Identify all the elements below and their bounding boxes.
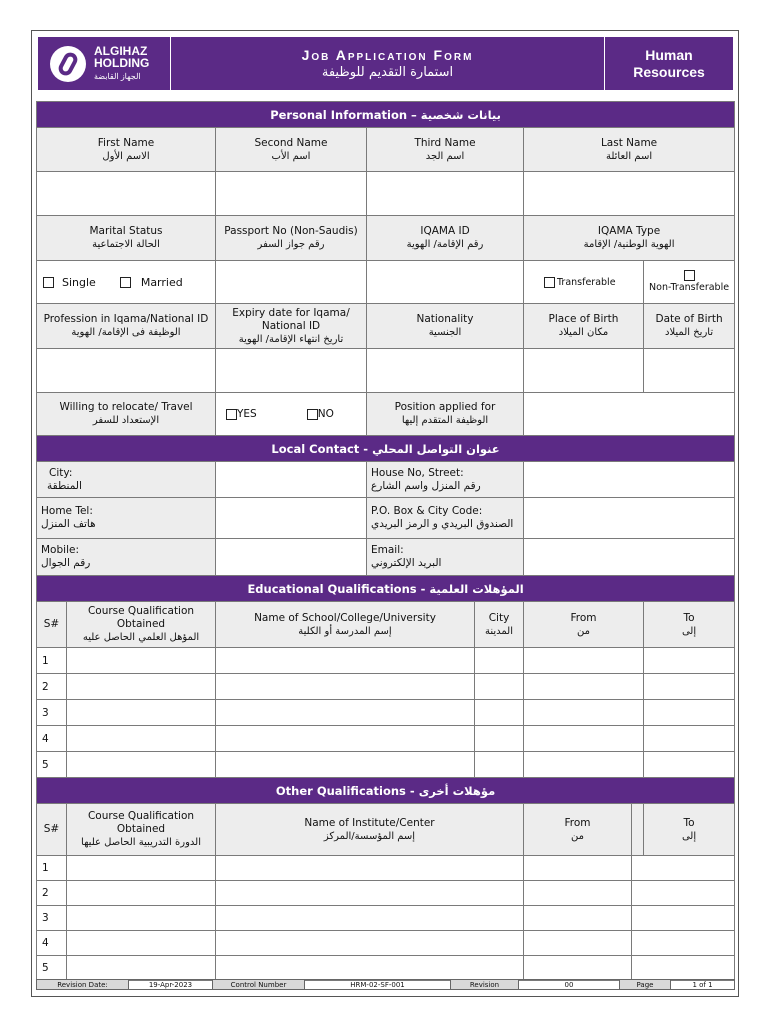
table-row bbox=[37, 856, 735, 881]
other-from-cell[interactable] bbox=[524, 881, 632, 906]
no-label: NO bbox=[317, 408, 334, 420]
label-house: House No, Street: رقم المنزل واسم الشارع bbox=[367, 462, 524, 498]
city-field[interactable] bbox=[216, 462, 367, 498]
label-iqama-id: IQAMA ID رقم الإقامة/ الهوية bbox=[367, 216, 524, 261]
edu-course-cell[interactable] bbox=[67, 700, 216, 726]
other-institute-cell[interactable] bbox=[216, 956, 524, 981]
edu-course-cell[interactable] bbox=[67, 674, 216, 700]
profession-field[interactable] bbox=[37, 349, 216, 393]
other-to-cell[interactable] bbox=[632, 856, 735, 881]
form-title-ar: استمارة التقديم للوظيفة bbox=[321, 65, 454, 80]
dept-line2: Resources bbox=[633, 63, 705, 80]
edu-city-cell[interactable] bbox=[475, 674, 524, 700]
label-iqama-type: IQAMA Type الهوية الوطنية/ الإقامة bbox=[524, 216, 735, 261]
form-header bbox=[37, 36, 734, 91]
table-row bbox=[37, 906, 735, 931]
application-grid bbox=[36, 101, 735, 981]
married-checkbox[interactable] bbox=[120, 277, 131, 288]
edu-school-header: Name of School/College/University إسم المدرسة أو الكلية bbox=[216, 602, 475, 648]
last-name-field[interactable] bbox=[524, 172, 735, 216]
label-passport: Passport No (Non-Saudis) رقم جواز السفر bbox=[216, 216, 367, 261]
edu-row-number: 1 bbox=[37, 648, 67, 674]
home-tel-field[interactable] bbox=[216, 498, 367, 539]
section-local-contact: Local Contact - عنوان التواصل المحلي bbox=[37, 436, 735, 462]
other-institute-header: Name of Institute/Center إسم المؤسسة/المركز bbox=[216, 804, 524, 856]
edu-row-number: 3 bbox=[37, 700, 67, 726]
marital-options bbox=[37, 261, 216, 304]
label-profession: Profession in Iqama/National ID الوظيفة فى الإقامة/ الهوية bbox=[37, 304, 216, 349]
other-course-cell[interactable] bbox=[67, 881, 216, 906]
edu-course-cell[interactable] bbox=[67, 726, 216, 752]
other-from-header: From من bbox=[524, 804, 632, 856]
edu-school-cell[interactable] bbox=[216, 700, 475, 726]
edu-to-cell[interactable] bbox=[644, 726, 735, 752]
single-label: Single bbox=[62, 275, 96, 289]
label-expiry-date: Expiry date for Iqama/ National ID تاريخ انتهاء الإقامة/ الهوية bbox=[216, 304, 367, 349]
house-field[interactable] bbox=[524, 462, 735, 498]
edu-to-cell[interactable] bbox=[644, 700, 735, 726]
edu-city-cell[interactable] bbox=[475, 648, 524, 674]
edu-from-cell[interactable] bbox=[524, 700, 644, 726]
label-city: City: المنطقة bbox=[37, 462, 216, 498]
other-institute-cell[interactable] bbox=[216, 856, 524, 881]
other-row-number: 1 bbox=[37, 856, 67, 881]
revision-label: Revision bbox=[451, 980, 519, 990]
other-row-number: 5 bbox=[37, 956, 67, 981]
other-row-number: 4 bbox=[37, 931, 67, 956]
edu-from-header: From من bbox=[524, 602, 644, 648]
edu-city-cell[interactable] bbox=[475, 752, 524, 778]
edu-row-number: 5 bbox=[37, 752, 67, 778]
non-transferable-option bbox=[644, 261, 735, 304]
edu-row-number: 4 bbox=[37, 726, 67, 752]
edu-sn-header: S# bbox=[37, 602, 67, 648]
other-course-cell[interactable] bbox=[67, 931, 216, 956]
edu-to-cell[interactable] bbox=[644, 648, 735, 674]
logo-cell bbox=[38, 37, 171, 91]
edu-city-header: City المدينة bbox=[475, 602, 524, 648]
dept-line1: Human bbox=[645, 46, 693, 63]
transferable-option bbox=[524, 261, 644, 304]
label-nationality: Nationality الجنسية bbox=[367, 304, 524, 349]
edu-course-header: Course Qualification Obtained المؤهل العلمي الحاصل عليه bbox=[67, 602, 216, 648]
other-course-cell[interactable] bbox=[67, 906, 216, 931]
department-cell bbox=[605, 37, 734, 91]
section-personal: Personal Information – بيانات شخصية bbox=[37, 102, 735, 128]
table-row bbox=[37, 752, 735, 778]
other-row-number: 2 bbox=[37, 881, 67, 906]
other-gap-header bbox=[632, 804, 644, 856]
transferable-label: Transferable bbox=[557, 276, 616, 288]
yes-label: YES bbox=[237, 408, 257, 420]
edu-city-cell[interactable] bbox=[475, 700, 524, 726]
second-name-field[interactable] bbox=[216, 172, 367, 216]
edu-to-cell[interactable] bbox=[644, 674, 735, 700]
form-page bbox=[31, 30, 739, 997]
revision-date-value: 19-Apr-2023 bbox=[129, 980, 213, 990]
edu-school-cell[interactable] bbox=[216, 674, 475, 700]
yes-checkbox[interactable] bbox=[226, 409, 237, 420]
edu-from-cell[interactable] bbox=[524, 674, 644, 700]
table-row bbox=[37, 674, 735, 700]
logo-line2: HOLDING bbox=[94, 55, 150, 70]
logo-line1: ALGIHAZ bbox=[94, 43, 148, 58]
revision-value: 00 bbox=[519, 980, 620, 990]
other-from-cell[interactable] bbox=[524, 906, 632, 931]
label-second-name: Second Name اسم الأب bbox=[216, 128, 367, 172]
other-to-header: To إلى bbox=[644, 804, 735, 856]
table-row bbox=[37, 726, 735, 752]
third-name-field[interactable] bbox=[367, 172, 524, 216]
label-place-of-birth: Place of Birth مكان الميلاد bbox=[524, 304, 644, 349]
label-third-name: Third Name اسم الجد bbox=[367, 128, 524, 172]
other-institute-cell[interactable] bbox=[216, 931, 524, 956]
non-transferable-label: Non-Transferable bbox=[649, 282, 730, 293]
other-to-cell[interactable] bbox=[632, 906, 735, 931]
first-name-field[interactable] bbox=[37, 172, 216, 216]
other-course-cell[interactable] bbox=[67, 956, 216, 981]
other-from-cell[interactable] bbox=[524, 931, 632, 956]
relocate-options bbox=[216, 393, 367, 436]
label-date-of-birth: Date of Birth تاريخ الميلاد bbox=[644, 304, 735, 349]
edu-school-cell[interactable] bbox=[216, 648, 475, 674]
other-to-cell[interactable] bbox=[632, 881, 735, 906]
revision-date-label: Revision Date: bbox=[37, 980, 129, 990]
edu-school-cell[interactable] bbox=[216, 726, 475, 752]
other-from-cell[interactable] bbox=[524, 956, 632, 981]
form-title-en: Job Application Form bbox=[301, 47, 474, 63]
document-footer bbox=[36, 979, 735, 990]
title-cell bbox=[171, 37, 605, 91]
edu-to-header: To إلى bbox=[644, 602, 735, 648]
edu-from-cell[interactable] bbox=[524, 752, 644, 778]
pobox-field[interactable] bbox=[524, 498, 735, 539]
logo-arabic: الجهاز القابضة bbox=[94, 71, 141, 81]
date-of-birth-field[interactable] bbox=[644, 349, 735, 393]
table-row bbox=[37, 700, 735, 726]
married-label: Married bbox=[140, 275, 183, 289]
passport-field[interactable] bbox=[216, 261, 367, 304]
label-first-name: First Name الاسم الأول bbox=[37, 128, 216, 172]
control-number-label: Control Number bbox=[213, 980, 305, 990]
other-from-cell[interactable] bbox=[524, 856, 632, 881]
edu-course-cell[interactable] bbox=[67, 752, 216, 778]
transferable-checkbox[interactable] bbox=[544, 277, 555, 288]
no-checkbox[interactable] bbox=[307, 409, 318, 420]
edu-row-number: 2 bbox=[37, 674, 67, 700]
expiry-date-field[interactable] bbox=[216, 349, 367, 393]
other-sn-header: S# bbox=[37, 804, 67, 856]
table-row bbox=[37, 881, 735, 906]
non-transferable-checkbox[interactable] bbox=[684, 270, 695, 281]
other-to-cell[interactable] bbox=[632, 931, 735, 956]
other-institute-cell[interactable] bbox=[216, 906, 524, 931]
control-number-value: HRM-02-SF-001 bbox=[305, 980, 451, 990]
other-course-header: Course Qualification Obtained الدورة التدريبية الحاصل عليها bbox=[67, 804, 216, 856]
email-field[interactable] bbox=[524, 539, 735, 576]
mobile-field[interactable] bbox=[216, 539, 367, 576]
label-position: Position applied for الوظيفة المتقدم إليها bbox=[367, 393, 524, 436]
label-last-name: Last Name اسم العائلة bbox=[524, 128, 735, 172]
page-label: Page bbox=[620, 980, 671, 990]
table-row bbox=[37, 956, 735, 981]
edu-to-cell[interactable] bbox=[644, 752, 735, 778]
edu-city-cell[interactable] bbox=[475, 726, 524, 752]
section-other: Other Qualifications - مؤهلات أخرى bbox=[37, 778, 735, 804]
label-marital-status: Marital Status الحالة الاجتماعية bbox=[37, 216, 216, 261]
edu-course-cell[interactable] bbox=[67, 648, 216, 674]
other-course-cell[interactable] bbox=[67, 856, 216, 881]
label-home-tel: Home Tel: هاتف المنزل bbox=[37, 498, 216, 539]
label-email: Email: البريد الإلكتروني bbox=[367, 539, 524, 576]
table-row bbox=[37, 648, 735, 674]
edu-from-cell[interactable] bbox=[524, 648, 644, 674]
label-relocate: Willing to relocate/ Travel الإستعداد للسفر bbox=[37, 393, 216, 436]
place-of-birth-field[interactable] bbox=[524, 349, 644, 393]
algihaz-logo-icon bbox=[50, 46, 86, 82]
edu-school-cell[interactable] bbox=[216, 752, 475, 778]
section-education: Educational Qualifications - المؤهلات العلمية bbox=[37, 576, 735, 602]
other-to-cell[interactable] bbox=[632, 956, 735, 981]
other-institute-cell[interactable] bbox=[216, 881, 524, 906]
position-field[interactable] bbox=[524, 393, 735, 436]
page-value: 1 of 1 bbox=[671, 980, 735, 990]
nationality-field[interactable] bbox=[367, 349, 524, 393]
label-mobile: Mobile: رقم الجوال bbox=[37, 539, 216, 576]
iqama-id-field[interactable] bbox=[367, 261, 524, 304]
table-row bbox=[37, 931, 735, 956]
edu-from-cell[interactable] bbox=[524, 726, 644, 752]
single-checkbox[interactable] bbox=[43, 277, 54, 288]
other-row-number: 3 bbox=[37, 906, 67, 931]
label-pobox: P.O. Box & City Code: الصندوق البريدي و الرمز البريدي bbox=[367, 498, 524, 539]
